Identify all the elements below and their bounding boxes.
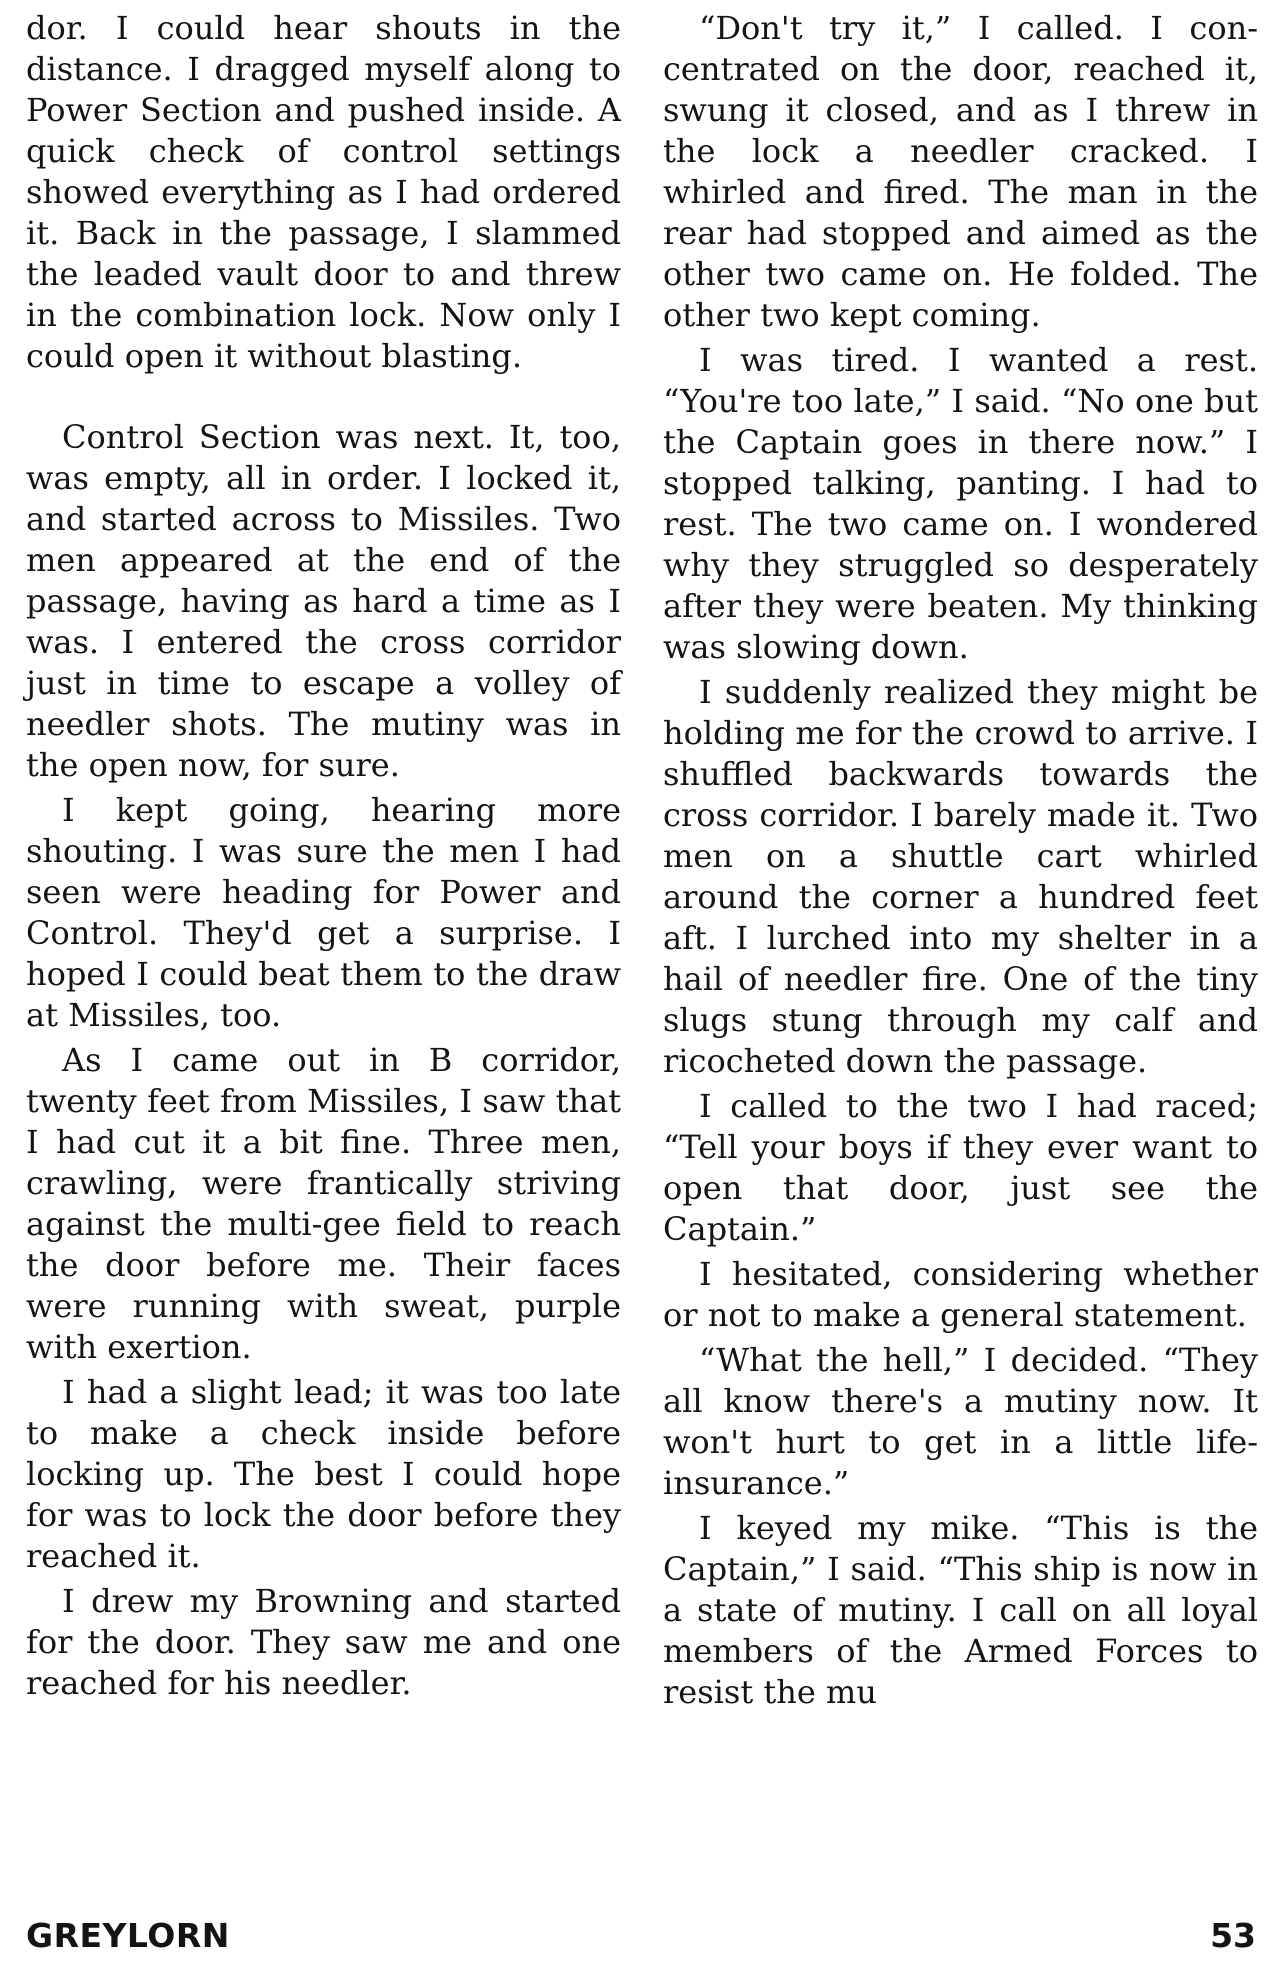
page-number: 53 <box>1210 1916 1256 1955</box>
paragraph: I hesitated, considering whether or not to make a general statement. <box>663 1255 1258 1334</box>
paragraph: I called to the two I had raced; “Tell your boys if they ever want to open that door, just see the Captain.” <box>663 1087 1258 1248</box>
running-footer-title: GREYLORN <box>26 1916 230 1955</box>
paragraph: I keyed my mike. “This is the Captain,” I said. “This ship is now in a state of mutiny. I call on all loyal members of the Armed Forces to resist the mu <box>663 1509 1258 1711</box>
paragraph: “Don't try it,” I called. I concentrated on the door, reached it, swung it closed, and as I threw in the lock a needler cracked. I whirled and fired. The man in the rear had stopped and aimed as the other two came on. He folded. The other two kept coming. <box>663 9 1258 334</box>
paragraph: I suddenly realized they might be holding me for the crowd to arrive. I shuffled backwards towards the cross corridor. I barely made it. Two men on a shuttle cart whirled around the corner a hundred feet aft. I lurched into my shelter in a hail of needler fire. One of the tiny slugs stung through my calf and ricocheted down the passage. <box>663 673 1258 1080</box>
paragraph: I drew my Browning and started for the door. They saw me and one reached for his needler. <box>26 1582 621 1702</box>
paragraph: Control Section was next. It, too, was empty, all in order. I locked it, and started across to Missiles. Two men appeared at the end of the passage, having as hard a time as I was. I entered the cross corridor just in time to escape a volley of needler shots. The mutiny was in the open now, for sure. <box>26 418 621 784</box>
right-text-column <box>663 8 1258 1717</box>
paragraph: I kept going, hearing more shouting. I was sure the men I had seen were heading for Power and Control. They'd get a surprise. I hoped I could beat them to the draw at Missiles, too. <box>26 791 621 1034</box>
paragraph: As I came out in B corridor, twenty feet from Missiles, I saw that I had cut it a bit fine. Three men, crawling, were frantically striving against the multi-gee field to reach the door before me. Their faces were running with sweat, purple with exertion. <box>26 1041 621 1366</box>
paragraph: I had a slight lead; it was too late to make a check inside before locking up. The best I could hope for was to lock the door before they reached it. <box>26 1373 621 1575</box>
paragraph: I was tired. I wanted a rest. “You're too late,” I said. “No one but the Captain goes in there now.” I stopped talking, panting. I had to rest. The two came on. I wondered why they struggled so desperately after they were beaten. My thinking was slowing down. <box>663 341 1258 666</box>
paragraph: “What the hell,” I decided. “They all know there's a mutiny now. It won't hurt to get in a little life-insurance.” <box>663 1341 1258 1502</box>
paragraph: dor. I could hear shouts in the distance. I dragged myself along to Power Section and pushed inside. A quick check of control settings showed everything as I had ordered it. Back in the passage, I slammed the leaded vault door to and threw in the combination lock. Now only I could open it without blasting. <box>26 9 621 375</box>
left-text-column <box>26 8 621 1708</box>
